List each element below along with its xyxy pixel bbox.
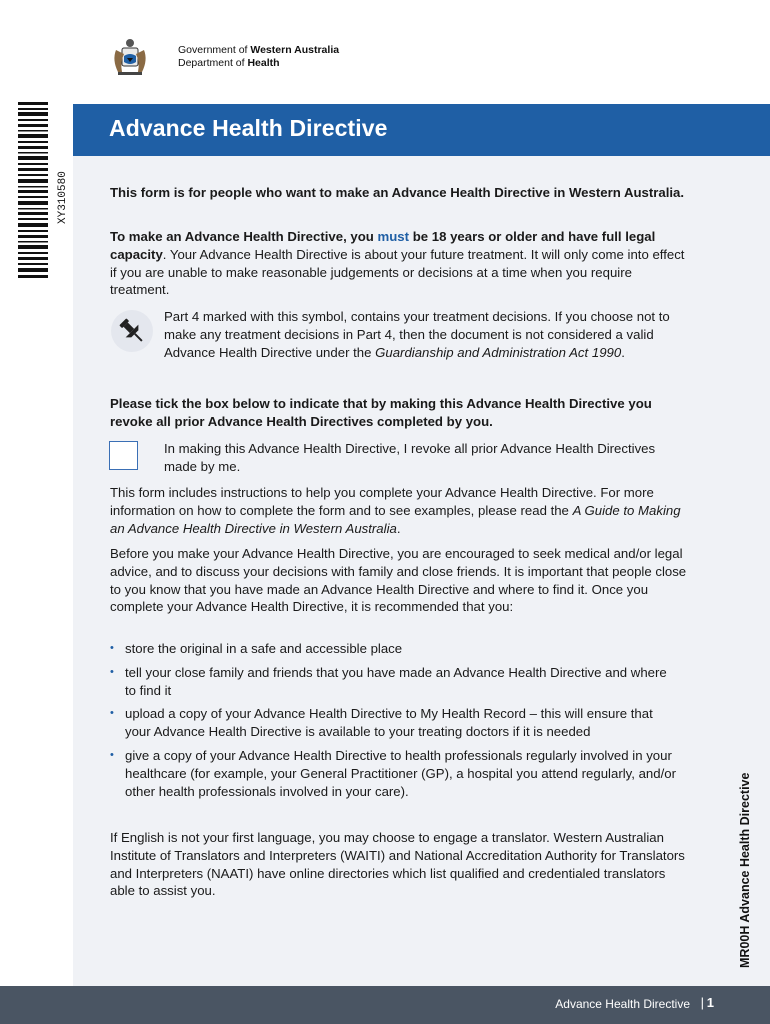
list-item: • give a copy of your Advance Health Directive to health professionals regularly involved in your healthcare (for example, your General Practitioner (GP), a hospital you attend regularly, and/or other health professionals involved in your care). [110,747,680,800]
guide-paragraph: This form includes instructions to help you complete your Advance Health Directive. For more information on how to complete the form and to see examples, please read the A Guide to Making an Advance Health Directive in Western Australia. [110,485,681,536]
recommendations-list [110,640,680,806]
before-paragraph: Before you make your Advance Health Directive, you are encouraged to seek medical and/or legal advice, and to discuss your decisions with family and close friends. It is important that people close to you know that you have made an Advance Health Directive and where to find it. Once you complete your Advance Health Directive, it is recommended that you: [110,546,687,615]
translator-paragraph: If English is not your first language, you may choose to engage a translator. Western Australian Institute of Translators and Interpreters (WAITI) and National Accreditation Authority for Translators and Interpreters (NAATI) have online directories which list qualified and credentialed translators able to assist you. [110,830,685,899]
footer-separator: | [700,995,704,1010]
form-code-label: MR00H Advance Health Directive [738,772,752,968]
revoke-instruction: Please tick the box below to indicate that by making this Advance Health Directive you revoke all prior Advance Health Directives completed by you. [110,396,652,429]
revoke-checkbox-label: In making this Advance Health Directive, I revoke all prior Advance Health Directives made by me. [164,441,656,474]
footer-label: Advance Health Directive [555,997,690,1011]
list-item: • upload a copy of your Advance Health Directive to My Health Record – this will ensure that your Advance Health Directive is available to your treating doctors if it is needed [110,705,680,741]
part4-paragraph: Part 4 marked with this symbol, contains your treatment decisions. If you choose not to make any treatment decisions in Part 4, then the document is not considered a valid Advance Health Directive under the Guardianship and Administration Act 1990. [164,309,670,360]
title-banner [73,104,770,156]
list-item: • tell your close family and friends that you have made an Advance Health Directive and where to find it [110,664,680,700]
page-number: 1 [706,995,714,1010]
pushpin-icon [110,309,154,353]
footer-bar [0,986,770,1024]
barcode [18,102,48,280]
coat-of-arms-logo [110,36,150,80]
page-title: Advance Health Directive [109,115,388,141]
barcode-number: XY310580 [57,171,69,224]
revoke-checkbox[interactable] [109,441,138,470]
eligibility-paragraph: To make an Advance Health Directive, you must be 18 years or older and have full legal capacity. Your Advance Health Directive is about your future treatment. It will only come into effect if you are unable to make reasonable judgements or decisions at a time when you require treatment. [110,229,685,298]
intro-paragraph: This form is for people who want to make an Advance Health Directive in Western Australia. [110,185,685,200]
government-department-text: Government of Western Australia Department of Health [178,44,340,69]
list-item: • store the original in a safe and accessible place [110,640,680,658]
